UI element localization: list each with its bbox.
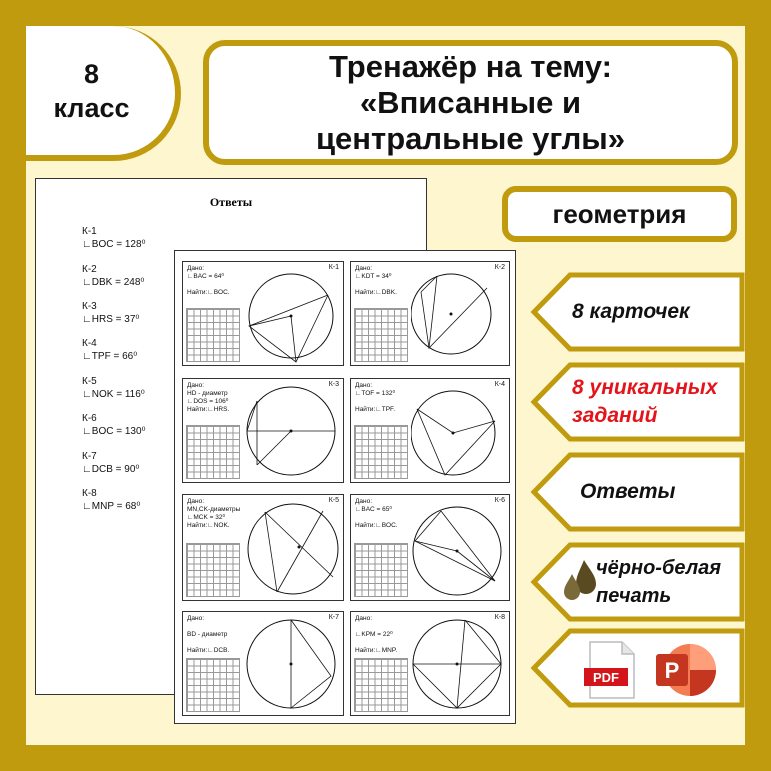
answer-item: К-8 ∟MNP = 68⁰ [82,488,141,512]
circle-diagram [411,612,509,715]
title-box [203,40,738,165]
grade-badge [26,26,181,161]
answer-grid [354,658,408,712]
tag-unique-tasks: 8 уникальных заданий [530,362,745,442]
grade-label: класс [53,92,130,123]
answer-grid [186,658,240,712]
answer-grid [186,308,240,362]
svg-text:PDF: PDF [593,670,619,685]
answer-item: К-3 ∟HRS = 37⁰ [82,301,140,325]
tag-answers: Ответы [530,452,745,532]
ink-drops-icon [560,556,600,606]
task-card: Дано: ∟KPM = 22⁰ Найти:∟MNP. К-8 [350,611,510,716]
answer-grid [354,543,408,597]
tag-cards-count: 8 карточек [530,272,745,352]
grade-number: 8 [83,58,100,89]
answer-item: К-4 ∟TPF = 66⁰ [82,338,138,362]
task-card: Дано: ∟TOF = 132⁰ Найти:∟TPF. К-4 [350,378,510,483]
answer-item: К-1 ∟BOC = 128⁰ [82,226,146,250]
pdf-file-icon [582,640,642,700]
cards-sheet [174,250,516,724]
circle-diagram [243,495,343,600]
title-line-2: «Вписанные и [359,84,582,120]
circle-diagram [411,379,509,482]
subject-box: геометрия [502,186,737,242]
task-card: Дано: ∟KDT = 34⁰ Найти:∟DBK. К-2 [350,261,510,366]
circle-diagram [243,612,343,715]
circle-diagram [411,495,509,600]
answers-title: Ответы [209,195,253,209]
title-line-3: центральные углы» [316,120,625,156]
task-card: Дано: HD - диаметр ∟DOS = 106⁰ Найти:∟HRS. К-3 [182,378,344,483]
answer-grid [186,543,240,597]
circle-diagram [243,262,343,365]
circle-diagram [243,379,343,482]
powerpoint-icon [652,640,718,700]
answer-grid [354,425,408,479]
svg-text:P: P [664,658,680,683]
task-card: Дано: ∟BAC = 65⁰ Найти:∟BOC. К-6 [350,494,510,601]
task-card: Дано: MN,CK-диаметры ∟MCK = 32⁰ Найти:∟NOK. К-5 [182,494,344,601]
answer-item: К-7 ∟DCB = 90⁰ [82,451,140,475]
title-line-1: Тренажёр на тему: [329,48,612,84]
task-card: Дано: ∟BAC = 64⁰ Найти:∟BOC. К-1 [182,261,344,366]
answer-grid [354,308,408,362]
answer-item: К-5 ∟NOK = 116⁰ [82,376,145,400]
circle-diagram [411,262,509,365]
tag-bw-print: чёрно-белая печать [530,542,745,622]
answer-item: К-2 ∟DBK = 248⁰ [82,264,145,288]
answer-item: К-6 ∟BOC = 130⁰ [82,413,146,437]
answer-grid [186,425,240,479]
task-card: Дано: BD - диаметр Найти:∟DCB. К-7 [182,611,344,716]
